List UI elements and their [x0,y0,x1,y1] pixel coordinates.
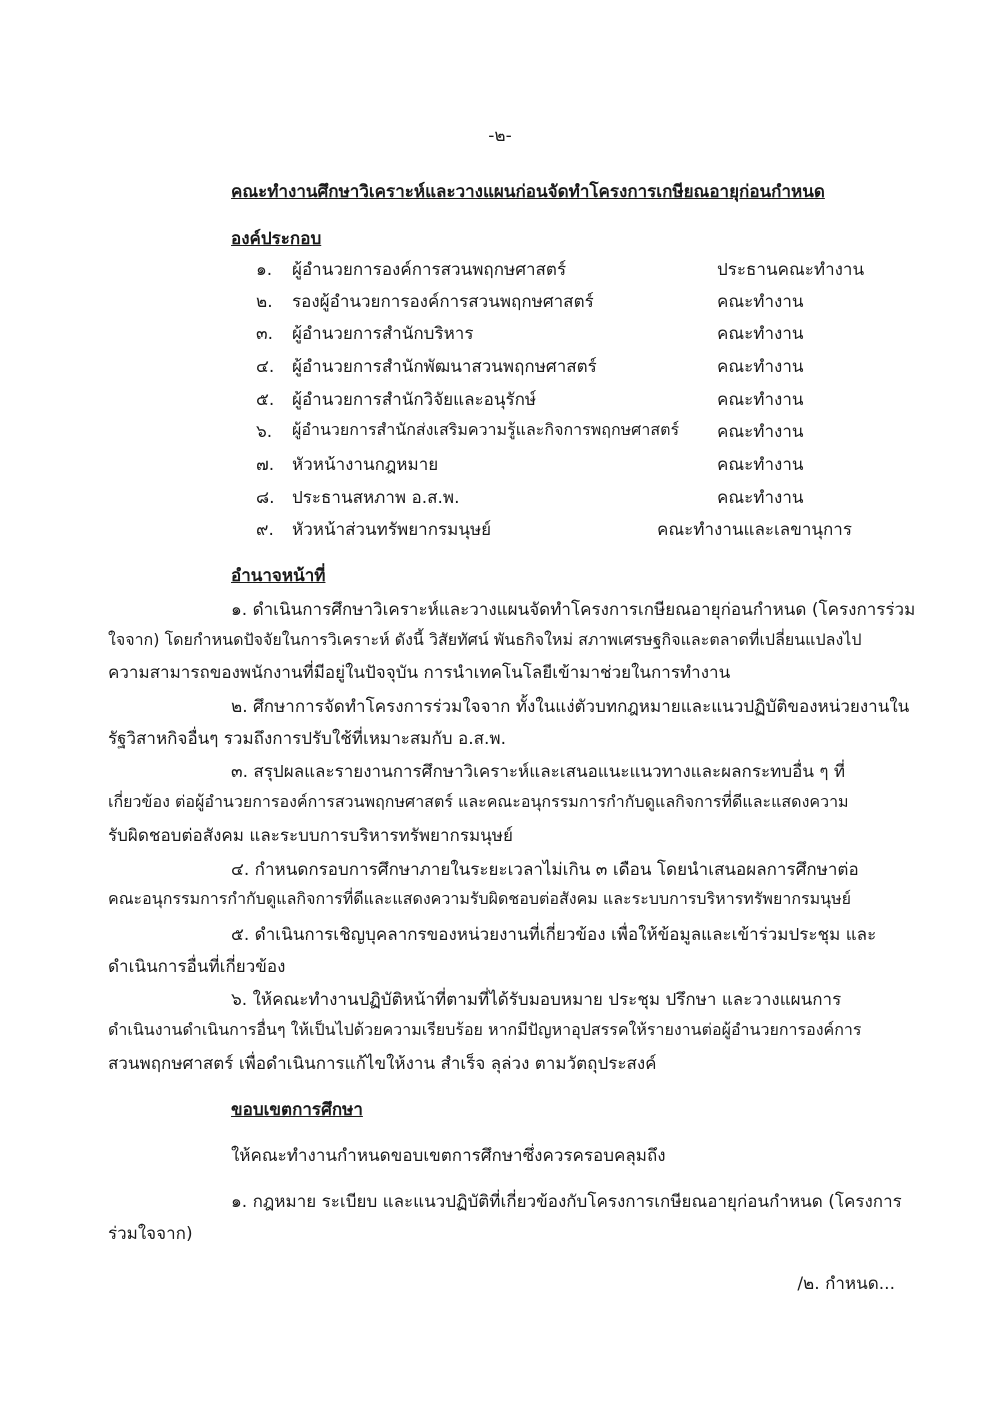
duties-line: ๑. ดำเนินการศึกษาวิเคราะห์และวางแผนจัดทำโครงการเกษียณอายุก่อนกำหนด (โครงการร่วม [231,600,916,620]
continuation-note: /๒. กำหนด... [797,1274,895,1294]
member-role: คณะทำงาน [717,488,804,508]
member-role: คณะทำงาน [717,455,804,475]
page-number: -๒- [488,126,512,146]
duties-line: รัฐวิสาหกิจอื่นๆ รวมถึงการปรับใช้ที่เหมาะสมกับ อ.ส.พ. [108,729,506,749]
member-name: ผู้อำนวยการสำนักบริหาร [292,324,474,344]
member-number: ๑. [256,260,273,280]
member-name: ผู้อำนวยการสำนักพัฒนาสวนพฤกษศาสตร์ [292,357,597,377]
scope-item: ๑. กฎหมาย ระเบียบ และแนวปฏิบัติที่เกี่ยวข้องกับโครงการเกษียณอายุก่อนกำหนด (โครงการ [231,1192,902,1212]
member-number: ๙. [256,520,274,540]
member-name: ผู้อำนวยการองค์การสวนพฤกษศาสตร์ [292,260,567,280]
duties-line: ๒. ศึกษาการจัดทำโครงการร่วมใจจาก ทั้งในแง่ตัวบทกฎหมายและแนวปฏิบัติของหน่วยงานใน [231,697,910,717]
composition-heading: องค์ประกอบ [231,229,322,249]
duties-line: ใจจาก) โดยกำหนดปัจจัยในการวิเคราะห์ ดังนี้ วิสัยทัศน์ พันธกิจใหม่ สภาพเศรษฐกิจและตลาดที่เปลี่ยนแปลงไป [108,630,862,649]
member-number: ๘. [256,488,275,508]
member-number: ๓. [256,324,274,344]
duties-line: ความสามารถของพนักงานที่มีอยู่ในปัจจุบัน การนำเทคโนโลยีเข้ามาช่วยในการทำงาน [108,663,731,683]
member-number: ๕. [256,390,275,410]
member-role: คณะทำงาน [717,324,804,344]
duties-line: เกี่ยวข้อง ต่อผู้อำนวยการองค์การสวนพฤกษศาสตร์ และคณะอนุกรรมการกำกับดูแลกิจการที่ดีและแสดงความ [108,792,849,811]
member-role: คณะทำงาน [717,292,804,312]
scope-heading: ขอบเขตการศึกษา [231,1100,363,1120]
member-name: ผู้อำนวยการสำนักส่งเสริมความรู้และกิจการพฤกษศาสตร์ [292,420,680,439]
member-role: คณะทำงานและเลขานุการ [657,520,852,540]
duties-line: ดำเนินการอื่นที่เกี่ยวข้อง [108,957,286,977]
member-name: ประธานสหภาพ อ.ส.พ. [292,488,460,508]
member-role: คณะทำงาน [717,390,804,410]
duties-line: ๕. ดำเนินการเชิญบุคลากรของหน่วยงานที่เกี่ยวข้อง เพื่อให้ข้อมูลและเข้าร่วมประชุม และ [231,925,877,945]
member-name: รองผู้อำนวยการองค์การสวนพฤกษศาสตร์ [292,292,594,312]
document-title: คณะทำงานศึกษาวิเคราะห์และวางแผนก่อนจัดทำโครงการเกษียณอายุก่อนกำหนด [231,182,825,202]
duties-line: คณะอนุกรรมการกำกับดูแลกิจการที่ดีและแสดงความรับผิดชอบต่อสังคม และระบบการบริหารทรัพยากรมนุษย์ [108,889,852,908]
duties-line: ๖. ให้คณะทำงานปฏิบัติหน้าที่ตามที่ได้รับมอบหมาย ประชุม ปรึกษา และวางแผนการ [231,990,842,1010]
member-role: ประธานคณะทำงาน [717,260,865,280]
duties-heading: อำนาจหน้าที่ [231,566,326,586]
scope-intro: ให้คณะทำงานกำหนดขอบเขตการศึกษาซึ่งควรครอบคลุมถึง [231,1146,666,1166]
member-role: คณะทำงาน [717,357,804,377]
duties-line: ดำเนินงานดำเนินการอื่นๆ ให้เป็นไปด้วยความเรียบร้อย หากมีปัญหาอุปสรรคให้รายงานต่อผู้อำนวยการองค์การ [108,1020,862,1039]
duties-line: รับผิดชอบต่อสังคม และระบบการบริหารทรัพยากรมนุษย์ [108,826,513,846]
duties-line: ๓. สรุปผลและรายงานการศึกษาวิเคราะห์และเสนอแนะแนวทางและผลกระทบอื่น ๆ ที่ [231,762,846,782]
member-name: ผู้อำนวยการสำนักวิจัยและอนุรักษ์ [292,390,537,410]
duties-line: สวนพฤกษศาสตร์ เพื่อดำเนินการแก้ไขให้งาน สำเร็จ ลุล่วง ตามวัตถุประสงค์ [108,1054,657,1074]
member-number: ๔. [256,357,275,377]
member-role: คณะทำงาน [717,422,804,442]
member-number: ๒. [256,292,273,312]
member-name: หัวหน้างานกฎหมาย [292,455,439,475]
member-number: ๖. [256,422,273,442]
scope-item: ร่วมใจจาก) [108,1224,193,1244]
duties-line: ๔. กำหนดกรอบการศึกษาภายในระยะเวลาไม่เกิน ๓ เดือน โดยนำเสนอผลการศึกษาต่อ [231,860,859,880]
member-number: ๗. [256,455,275,475]
member-name: หัวหน้าส่วนทรัพยากรมนุษย์ [292,520,492,540]
